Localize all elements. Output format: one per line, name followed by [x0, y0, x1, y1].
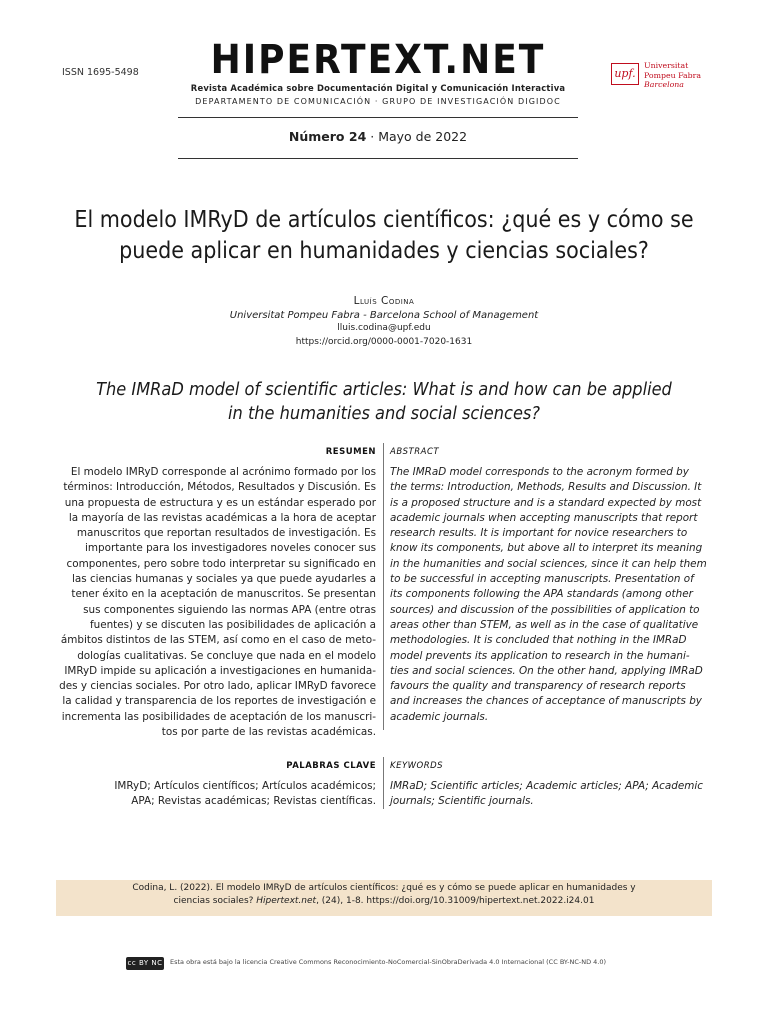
abstract-line: manuscritos que reportan resultados de investigación. Es [76, 527, 376, 540]
author-affiliation: Universitat Pompeu Fabra - Barcelona School of Management [229, 310, 539, 321]
abstract-line: model prevents its application to research in the humani- [390, 649, 690, 662]
abstract-line: fuentes) y se discuten las posibilidades de aplicación a [89, 618, 376, 631]
keywords-label-es: PALABRAS CLAVE [286, 761, 376, 771]
abstract-line: the terms: Introduction, Methods, Results and Discussion. It [390, 481, 702, 494]
abstract-line: ties and social sciences. On the other hand, applying IMRaD [390, 664, 703, 677]
abstract-line: its components following the APA standards (among other [390, 588, 693, 601]
abstract-line: academic journals. [390, 710, 489, 723]
issue-info: Número 24 · Mayo de 2022 [288, 129, 468, 144]
abstract-line: la mayoría de las revistas académicas a la hora de aceptar [68, 511, 376, 524]
abstract-line: know its components, but above all to interpret its meaning [390, 542, 703, 555]
abstract-line: des y ciencias sociales. Por otro lado, aplicar IMRyD favorece [59, 680, 376, 693]
abstract-line: sources) and discussion of the possibilities of application to [390, 603, 700, 616]
abstract-divider [383, 443, 384, 730]
author-orcid[interactable]: https://orcid.org/0000-0001-7020-1631 [295, 337, 473, 347]
abstract-line: to be successful in accepting manuscripts. Presentation of [390, 573, 694, 586]
abstract-line: ámbitos distintos de las STEM, así como en el caso de meto- [60, 634, 376, 647]
abstract-line: methodologies. It is concluded that nothing in the IMRaD [390, 634, 687, 647]
abstract-line: componentes, pero sobre todo interpretar su significado en [66, 557, 376, 570]
abstract-line: las ciencias humanas y sociales ya que puede ayudarles a [71, 573, 376, 586]
abstract-line: in the humanities and social sciences, since it can help them [390, 557, 707, 570]
abstract-line: términos: Introducción, Métodos, Resultados y Discusión. Es [63, 481, 376, 494]
abstract-en [390, 465, 710, 725]
abstract-line: academic journals when accepting manuscripts that report [390, 511, 698, 524]
header-divider-top [178, 117, 578, 118]
abstract-line: una propuesta de estructura y es un estándar esperado por [64, 496, 376, 509]
cc-license-icon[interactable]: cc BY NC ND [127, 959, 163, 980]
abstract-line: dologías cualitativas. Se concluye que nada en el modelo [77, 649, 376, 662]
license-text: Esta obra está bajo la licencia Creative Commons Reconocimiento-NoComercial-SinObraDerivada 4.0 Internacional (CC BY-NC-ND 4.0) [170, 958, 607, 966]
citation-doi-link[interactable]: , (24), 1-8. https://doi.org/10.31009/hipertext.net.2022.i24.01 [316, 895, 595, 906]
article-title-es: El modelo IMRyD de artículos científicos: ¿qué es y cómo se puede aplicar en humanidades y ciencias sociales? [74, 207, 694, 264]
abstract-line: importante para los investigadores noveles conocer sus [85, 542, 376, 555]
abstract-line: is a proposed structure and is a standard expected by most [390, 496, 702, 509]
abstract-line: research results. It is important for novice researchers to [390, 527, 688, 540]
journal-subtitle: Revista Académica sobre Documentación Digital y Comunicación Interactiva [190, 83, 566, 93]
abstract-line: incrementa las posibilidades de aceptación de los manuscri- [61, 710, 376, 723]
abstract-line: The IMRaD model corresponds to the acronym formed by [390, 466, 689, 478]
abstract-line: areas other than STEM, as well as in the case of qualitative [390, 618, 699, 631]
header-divider-bottom [178, 158, 578, 159]
abstract-es [56, 465, 376, 740]
journal-masthead [178, 38, 578, 108]
abstract-line: tener éxito en la aceptación de manuscritos. Se presentan [71, 588, 376, 601]
abstract-label-es: RESUMEN [325, 447, 376, 457]
keywords-es: IMRyD; Artículos científicos; Artículos académicos; APA; Revistas académicas; Revistas científicas. [114, 780, 376, 807]
issn: ISSN 1695-5498 [62, 67, 139, 78]
citation-box: Codina, L. (2022). El modelo IMRyD de artículos científicos: ¿qué es y cómo se puede aplicar en humanidades y ciencias sociales? Hipertext.net, (24), 1-8. https://doi.org/10.31009/hipertext.net.2022.i24.01 [56, 880, 712, 916]
abstract-line: tos por parte de las revistas académicas. [161, 726, 376, 739]
upf-logo-icon: upf. [611, 63, 639, 85]
author-email[interactable]: lluis.codina@upf.edu [337, 323, 431, 333]
abstract-line: IMRyD impide su aplicación a investigaciones en humanida- [64, 664, 376, 677]
article-title-en: The IMRaD model of scientific articles: What is and how can be applied in the humanities and social sciences? [96, 379, 672, 424]
journal-department: DEPARTAMENTO DE COMUNICACIÓN · GRUPO DE INVESTIGACIÓN DIGIDOC [195, 97, 561, 106]
abstract-label-en: ABSTRACT [390, 447, 440, 457]
abstract-line: sus componentes siguiendo las normas APA (entre otras [83, 603, 376, 616]
abstract-line: la calidad y transparencia de los reportes de investigación e [62, 695, 376, 708]
university-name: Universitat Pompeu Fabra Barcelona [644, 61, 702, 89]
keywords-en: IMRaD; Scientific articles; Academic articles; APA; Academic journals; Scientific journals. [390, 780, 703, 807]
abstract-line: and increases the chances of acceptance of manuscripts by [390, 695, 702, 708]
author-name: Lluís Codina [353, 295, 415, 307]
abstract-line: favours the quality and transparency of research reports [390, 680, 686, 693]
keywords-label-en: KEYWORDS [390, 761, 444, 771]
keywords-divider [383, 757, 384, 809]
abstract-line: El modelo IMRyD corresponde al acrónimo formado por los [70, 466, 376, 478]
journal-title: HIPERTEXT.NET [210, 37, 546, 83]
